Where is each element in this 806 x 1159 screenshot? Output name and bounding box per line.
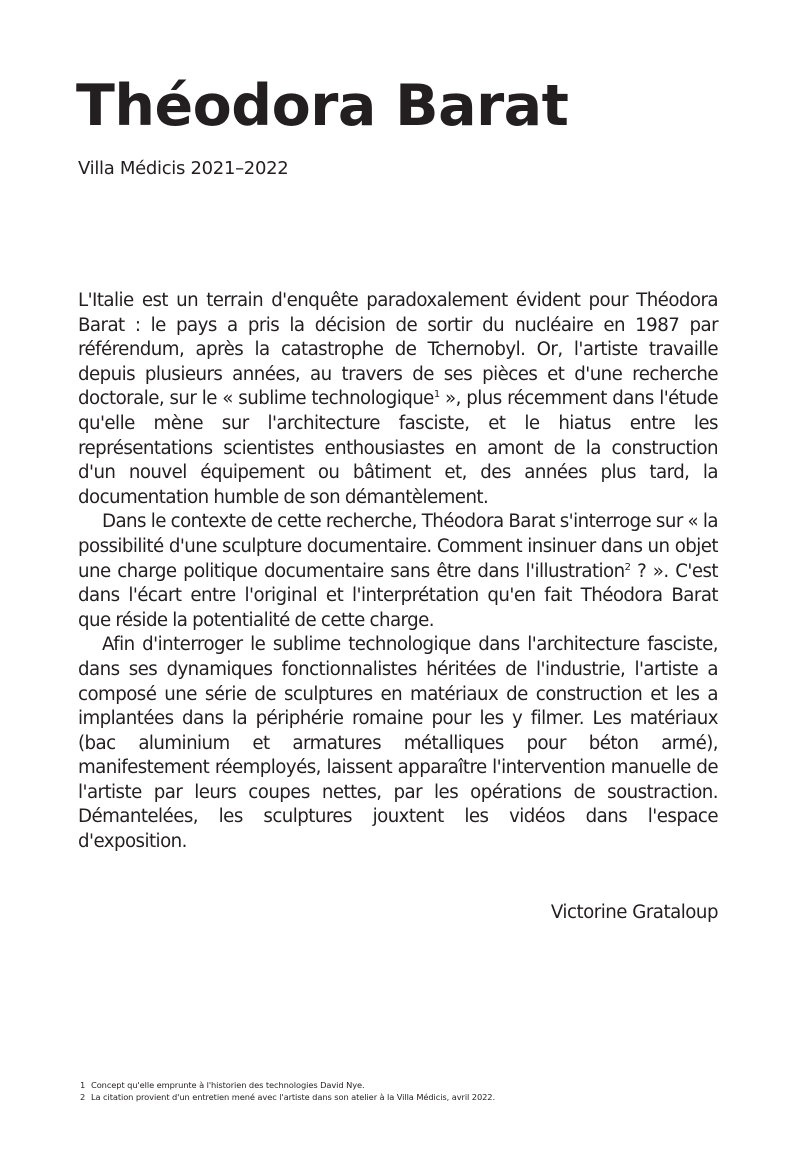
footnotes <box>80 1079 700 1103</box>
footnote-text: Concept qu'elle emprunte à l'historien des technologies David Nye. <box>91 1080 365 1090</box>
footnote-text: La citation provient d'un entretien mené avec l'artiste dans son atelier à la Villa Médicis, avril 2022. <box>91 1092 496 1102</box>
page-title: Théodora Barat <box>76 73 569 139</box>
paragraph-1 <box>78 289 718 510</box>
paragraph-3: Afin d'interroger le sublime technologique dans l'architecture fasciste, dans ses dynamiques fonctionnalistes héritées de l'industrie, l'artiste a composé une série de sculptures en matériaux de construction et les a implantées dans la périphérie romaine pour les y filmer. Les matériaux (bac aluminium et armatures métalliques pour béton armé), manifestement réemployés, laissent apparaître l'intervention manuelle de l'artiste par leurs coupes nettes, par les opérations de soustraction. Démantelées, les sculptures jouxtent les vidéos dans l'espace d'exposition. <box>78 634 718 853</box>
footnote-1 <box>80 1079 700 1091</box>
footnote-number: 2 <box>80 1092 86 1102</box>
article-body <box>78 289 718 855</box>
paragraph-2 <box>78 510 718 633</box>
paragraph-2-text-a: Dans le contexte de cette recherche, Théodora Barat s'interroge sur « la possibilité d'une sculpture documentaire. Comment insinuer dans un objet une charge politique documentaire sans être dans l'illustration <box>78 511 718 582</box>
author-signature: Victorine Grataloup <box>550 902 718 923</box>
footnote-ref-1: 1 <box>433 389 440 401</box>
paragraph-1-text-b: », plus récemment dans l'étude qu'elle mène sur l'architecture fasciste, et le hiatus entre les représentations scientistes enthousiastes en amont de la construction d'un nouvel équipement ou bâtiment et, des années plus tard, la documentation humble de son démantèlement. <box>78 388 719 508</box>
paragraph-1-text-a: L'Italie est un terrain d'enquête paradoxalement évident pour Théodora Barat : le pays a pris la décision de sortir du nucléaire en 1987 par référendum, après la catastrophe de Tchernobyl. Or, l'artiste travaille depuis plusieurs années, au travers de ses pièces et d'une recherche doctorale, sur le « sublime technologique <box>78 290 718 410</box>
paragraph-2-text-b: ? ». C'est dans l'écart entre l'original et l'interprétation qu'en fait Théodora Barat que réside la potentialité de cette charge. <box>78 560 718 631</box>
footnote-2 <box>80 1091 700 1103</box>
footnote-ref-2: 2 <box>624 561 631 573</box>
footnote-number: 1 <box>80 1080 86 1090</box>
page-subtitle: Villa Médicis 2021–2022 <box>78 158 289 179</box>
